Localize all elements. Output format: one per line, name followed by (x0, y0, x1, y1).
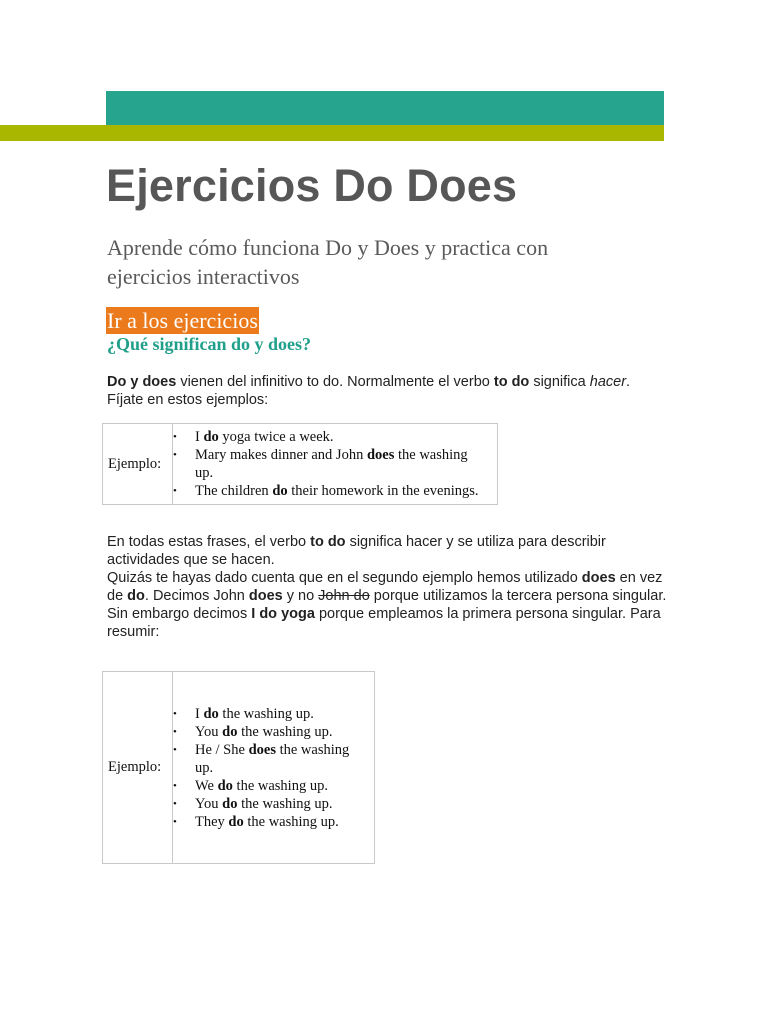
intro-bold-to-do: to do (493, 374, 530, 390)
examples-list-2 (173, 705, 374, 831)
list-item: • You do the washing up. (195, 795, 360, 813)
intro-italic-hacer: hacer (589, 374, 627, 390)
header-teal-bar (106, 91, 664, 125)
list-item: • I do yoga twice a week. (195, 428, 485, 446)
page-title: Ejercicios Do Does (106, 160, 518, 211)
list-item: • The children do their homework in the evenings. (195, 482, 485, 500)
explanation-paragraph-2: Quizás te hayas dado cuenta que en el segundo ejemplo hemos utilizado does en vez de do. Decimos John does y no John do porque utilizamos la tercera persona singular. Sin embargo decimos I do yoga porque empleamos la primera persona singular. Para resumir: (107, 570, 667, 640)
strikethrough-john-do: John do (318, 588, 370, 604)
examples-list-1 (173, 428, 497, 500)
list-item: • Mary makes dinner and John does the washing up. (195, 446, 485, 482)
intro-text-1: vienen del infinitivo to do. Normalmente el verbo (176, 374, 494, 390)
examples-table-2-label: Ejemplo: (103, 672, 173, 864)
list-item: • You do the washing up. (195, 723, 360, 741)
examples-table-1-list-cell (173, 424, 498, 505)
list-item: • They do the washing up. (195, 813, 360, 831)
intro-text-3: . Fíjate en estos ejemplos: (107, 374, 631, 408)
go-to-exercises-link[interactable]: Ir a los ejercicios (107, 308, 258, 333)
list-item: • He / She does the washing up. (195, 741, 360, 777)
page-subtitle: Aprende cómo funciona Do y Does y practica con ejercicios interactivos (107, 235, 549, 289)
explanation-paragraph-1: En todas estas frases, el verbo to do significa hacer y se utiliza para describir actividades que se hacen. (107, 534, 606, 568)
examples-table-2-list-cell (173, 672, 375, 864)
examples-table-2 (102, 671, 375, 864)
section-question-heading: ¿Qué significan do y does? (107, 334, 312, 354)
intro-paragraph (107, 373, 667, 409)
intro-text-2: significa (529, 374, 590, 390)
list-item: • We do the washing up. (195, 777, 360, 795)
examples-table-1 (102, 423, 498, 505)
header-olive-bar (0, 125, 664, 141)
list-item: • I do the washing up. (195, 705, 360, 723)
intro-bold-do-does: Do y does (107, 374, 177, 390)
examples-table-1-label: Ejemplo: (103, 424, 173, 505)
